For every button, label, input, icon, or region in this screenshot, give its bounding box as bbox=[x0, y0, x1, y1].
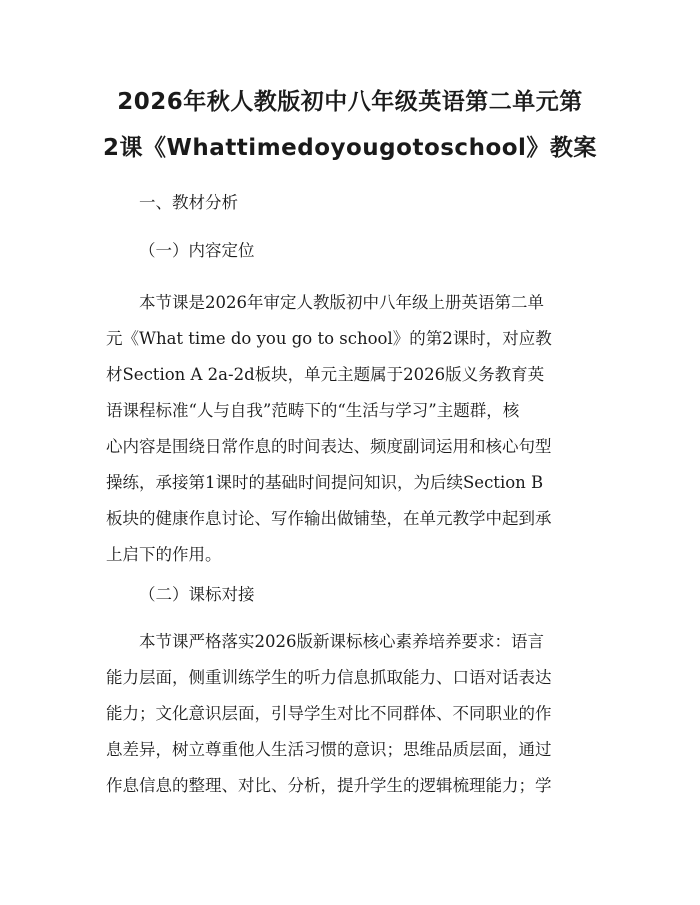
paragraph-line: 材Section A 2a-2d板块，单元主题属于2026版义务教育英 bbox=[106, 365, 545, 384]
section-heading-textbook-analysis: 一、教材分析 bbox=[139, 193, 238, 212]
paragraph-line: 本节课严格落实2026版新课标核心素养培养要求：语言 bbox=[106, 632, 544, 651]
document-title-line-1: 2026年秋人教版初中八年级英语第二单元第 bbox=[117, 89, 583, 115]
subsection-heading-content-positioning: （一）内容定位 bbox=[139, 241, 255, 260]
paragraph-line: 能力层面，侧重训练学生的听力信息抓取能力、口语对话表达 bbox=[106, 668, 552, 687]
paragraph-line: 上启下的作用。 bbox=[106, 545, 222, 564]
paragraph-line: 元《What time do you go to school》的第2课时，对应教 bbox=[106, 329, 552, 348]
paragraph-line: 作息信息的整理、对比、分析，提升学生的逻辑梳理能力；学 bbox=[106, 776, 552, 795]
paragraph-line: 心内容是围绕日常作息的时间表达、频度副词运用和核心句型 bbox=[106, 437, 552, 456]
paragraph-line: 板块的健康作息讨论、写作输出做铺垫，在单元教学中起到承 bbox=[106, 509, 552, 528]
paragraph-line: 操练，承接第1课时的基础时间提问知识，为后续Section B bbox=[106, 473, 544, 492]
subsection-heading-curriculum-alignment: （二）课标对接 bbox=[139, 585, 255, 604]
paragraph-line: 息差异，树立尊重他人生活习惯的意识；思维品质层面，通过 bbox=[106, 740, 552, 759]
paragraph-line: 语课程标准“人与自我”范畴下的“生活与学习”主题群，核 bbox=[106, 401, 520, 420]
paragraph-line: 本节课是2026年审定人教版初中八年级上册英语第二单 bbox=[106, 293, 544, 312]
paragraph-line: 能力；文化意识层面，引导学生对比不同群体、不同职业的作 bbox=[106, 704, 552, 723]
paragraph-curriculum-alignment bbox=[106, 624, 596, 804]
document-title-line-2: 2课《Whattimedoyougotoschool》教案 bbox=[103, 135, 597, 161]
paragraph-content-positioning bbox=[106, 285, 596, 573]
